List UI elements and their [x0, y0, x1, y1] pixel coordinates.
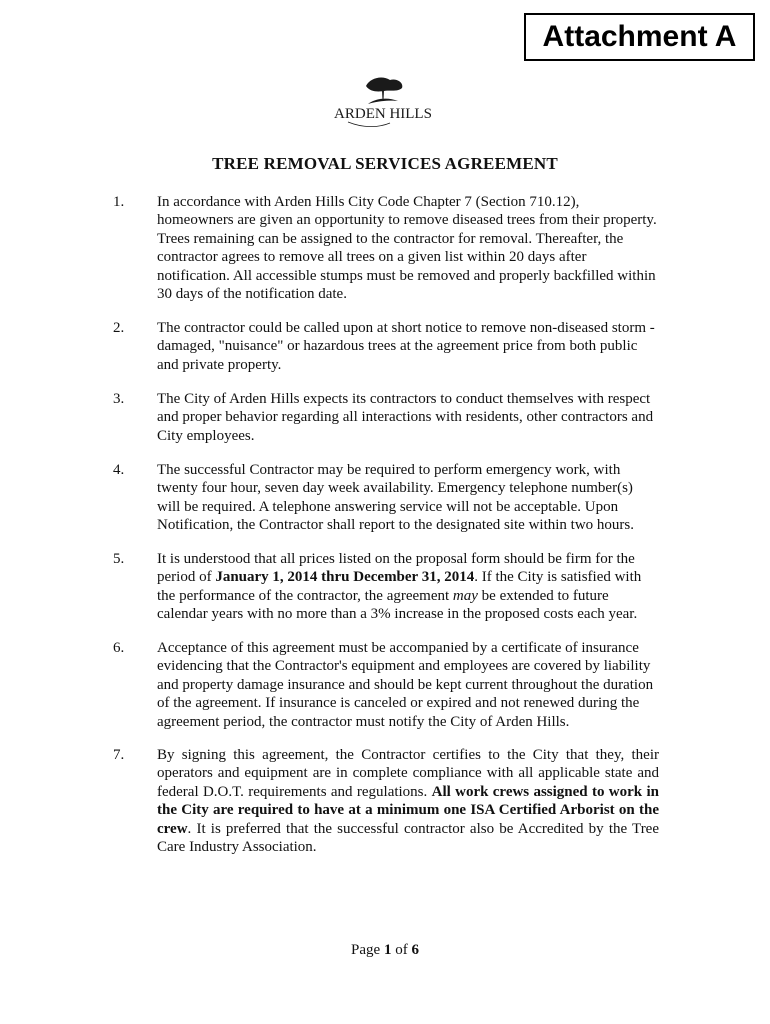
text-segment: In accordance with Arden Hills City Code Chapter 7 (Section 710.12), homeowners are given an opportunity to remove diseased trees from their property. Trees remaining can be assigned to the contractor for removal. Thereafter, the contractor agrees to remove all trees on a given list within 20 days after notification. All accessible stumps must be removed and properly backfilled within 30 days of the notification date. — [157, 194, 657, 303]
italic-text: may — [452, 587, 478, 604]
item-text — [157, 639, 659, 731]
bold-text: All work crews assigned to work in the City are required to have at a minimum one ISA Certified Arborist on the crew — [157, 783, 659, 837]
item-text — [157, 193, 659, 303]
page-title: TREE REMOVAL SERVICES AGREEMENT — [212, 154, 558, 173]
text-segment: be extended to future calendar years with no more than a 3% increase in the proposed costs each year. — [157, 587, 638, 623]
item-text — [157, 461, 659, 535]
bold-text: January 1, 2014 thru December 31, 2014 — [215, 569, 475, 586]
item-number: 1. — [113, 194, 125, 210]
attachment-label: Attachment A — [524, 13, 755, 61]
item-number: 2. — [113, 320, 125, 336]
item-text — [157, 550, 659, 624]
logo-text: ARDEN HILLS — [334, 106, 432, 122]
arden-hills-logo — [318, 74, 448, 134]
item-number: 4. — [113, 462, 125, 478]
text-segment: By signing this agreement, the Contractor certifies to the City that they, their operators and equipment are in complete compliance with all applicable state and federal D.O.T. requirements and regulations. — [157, 747, 659, 800]
tree-logo-icon — [318, 74, 448, 134]
footer-middle: of — [391, 942, 412, 958]
item-text — [157, 390, 659, 445]
text-segment: . It is preferred that the successful contractor also be Accredited by the Tree Care Industry Association. — [157, 820, 659, 856]
text-segment: The City of Arden Hills expects its contractors to conduct themselves with respect and proper behavior regarding all interactions with residents, other contractors and City employees. — [157, 391, 654, 444]
item-number: 6. — [113, 640, 125, 656]
text-segment: The successful Contractor may be required to perform emergency work, with twenty four hour, seven day week availability. Emergency telephone number(s) will be required. A telephone answering service will not be acceptable. Upon Notification, the Contractor shall report to the designated site within two hours. — [157, 462, 634, 534]
text-segment: It is understood that all prices listed on the proposal form should be firm for the period of — [157, 551, 635, 586]
page-footer — [0, 942, 770, 959]
text-segment: Acceptance of this agreement must be accompanied by a certificate of insurance evidencing that the Contractor's equipment and employees are covered by liability and property damage insurance and should be kept current throughout the duration of the agreement. If insurance is canceled or expired and not renewed during the agreement period, the contractor must notify the City of Arden Hills. — [157, 640, 654, 730]
text-segment: . If the City is satisfied with the performance of the contractor, the agreement — [157, 569, 642, 604]
item-text — [157, 319, 659, 374]
footer-current-page: 1 — [383, 942, 392, 958]
footer-prefix: Page — [351, 942, 384, 958]
text-segment: The contractor could be called upon at short notice to remove non-diseased storm - damaged, "nuisance" or hazardous trees at the agreement price from both public and private property. — [157, 320, 655, 373]
footer-total-pages: 6 — [411, 942, 419, 958]
item-number: 3. — [113, 391, 125, 407]
item-number: 7. — [113, 747, 125, 763]
item-text — [157, 746, 659, 856]
item-number: 5. — [113, 551, 125, 567]
